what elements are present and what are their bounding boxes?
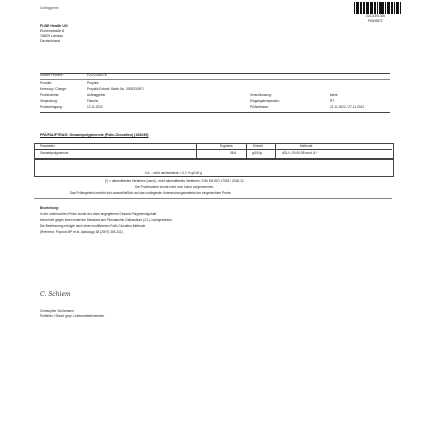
barcode — [354, 2, 402, 14]
col-method: Methode — [300, 144, 313, 148]
order-title: PRÜFAUFTRAG: Gesamtpolyphenole (Folin-Ciocalteu) (108235) — [40, 133, 149, 137]
note-sampling: Die Probenahme wurde nicht vom Labor vorgenommen. — [135, 185, 215, 189]
test-period-label: Prüfzeitraum: — [250, 105, 269, 109]
closure-value: keine — [330, 93, 338, 97]
sample-info-bottom-rule — [40, 112, 390, 113]
receipt-label: Probeneingang: — [40, 105, 63, 109]
results-table-header-rule — [34, 149, 392, 150]
country: Deutschland — [40, 39, 60, 43]
note-detection-limit: n.b. - nicht nachweisbar < 0.1 % g/100 g — [145, 171, 202, 175]
row-result: 35.6 — [230, 151, 237, 155]
product-label: Produkt: — [40, 81, 52, 85]
arrival-temp-label: Eingangstemperatur: — [250, 99, 280, 103]
sampling-label: Probenahme: — [40, 93, 60, 97]
receipt-value: 12.11.2022 — [87, 105, 103, 109]
note-accreditation: (*) = akkreditiertes Verfahren (nach) - nicht akkreditiertes Verfahren / DIN EN ISO 17025 / 2018-12 — [105, 179, 244, 183]
batch-value: Propolis Extract. Batch No. 20052315FJ — [87, 87, 144, 91]
closure-label: Verschlussung: — [250, 93, 272, 97]
company-name: FLBE Health UG — [40, 24, 68, 28]
packaging-value: Flasche — [87, 99, 99, 103]
assessment-line-2: berechnet gegen einen externen Standard aus Pirocatechin-Gallussäure (2:1), nachgewiesen. — [40, 218, 173, 222]
row-unit: g/100g — [252, 151, 262, 155]
signatory-name: Christopher Schürmann — [40, 309, 74, 313]
sample-number-value: P22/11/26376 — [87, 73, 107, 77]
product-value: Propolis — [87, 81, 99, 85]
note-scope: Das Prüfergebnis bezieht sich ausschließlich auf das vorliegende Untersuchungsmaterial der eingereichten Probe. — [70, 191, 232, 195]
notes-box — [34, 158, 394, 177]
assessment-line-4: (Referenz: Popova MP et al. Apidology 38 (2007) 306-311). — [40, 230, 124, 234]
handwritten-signature: C. Schiem — [40, 291, 71, 298]
row-parameter: Gesamtpolyphenole — [40, 151, 69, 155]
col-result: Ergebnis — [220, 144, 233, 148]
city: 76829 Landau — [40, 34, 63, 38]
col-parameter: Parameter — [40, 144, 55, 148]
sampling-value: Auftraggeber — [87, 93, 106, 97]
assessment-line-1: In der untersuchten Probe wurde der oben angegebene Gesamt-Polyphenolgehalt — [40, 212, 157, 216]
arrival-temp-value: RT — [330, 99, 335, 103]
sender-label: Auftraggeber: — [40, 6, 60, 10]
col-unit: Einheit — [253, 144, 263, 148]
signatory-role: Prüfleiter / Staatl. gepr. Lebensmittelchemiker — [40, 314, 105, 318]
sample-number-label: Unsere Probenr.: — [40, 73, 65, 77]
assessment-heading: Beurteilung: — [40, 206, 59, 210]
assessment-line-3: Die Bestimmung erfolgte nach einer modifizierten Folin-Ciocalteu-Methode — [40, 224, 146, 228]
packaging-label: Verpackung: — [40, 99, 58, 103]
test-period-value: 21.11.2022 / 27.11.2022 — [330, 105, 365, 109]
batch-label: Kennung / Charge: — [40, 87, 67, 91]
street: Elchenstraße 8 — [40, 29, 65, 33]
barcode-number: 22111301026 — [366, 14, 386, 18]
row-method: ASU L 00.00-95 mod. 8.* — [282, 151, 318, 155]
barcode-sub-number: P6006872 — [368, 19, 383, 23]
